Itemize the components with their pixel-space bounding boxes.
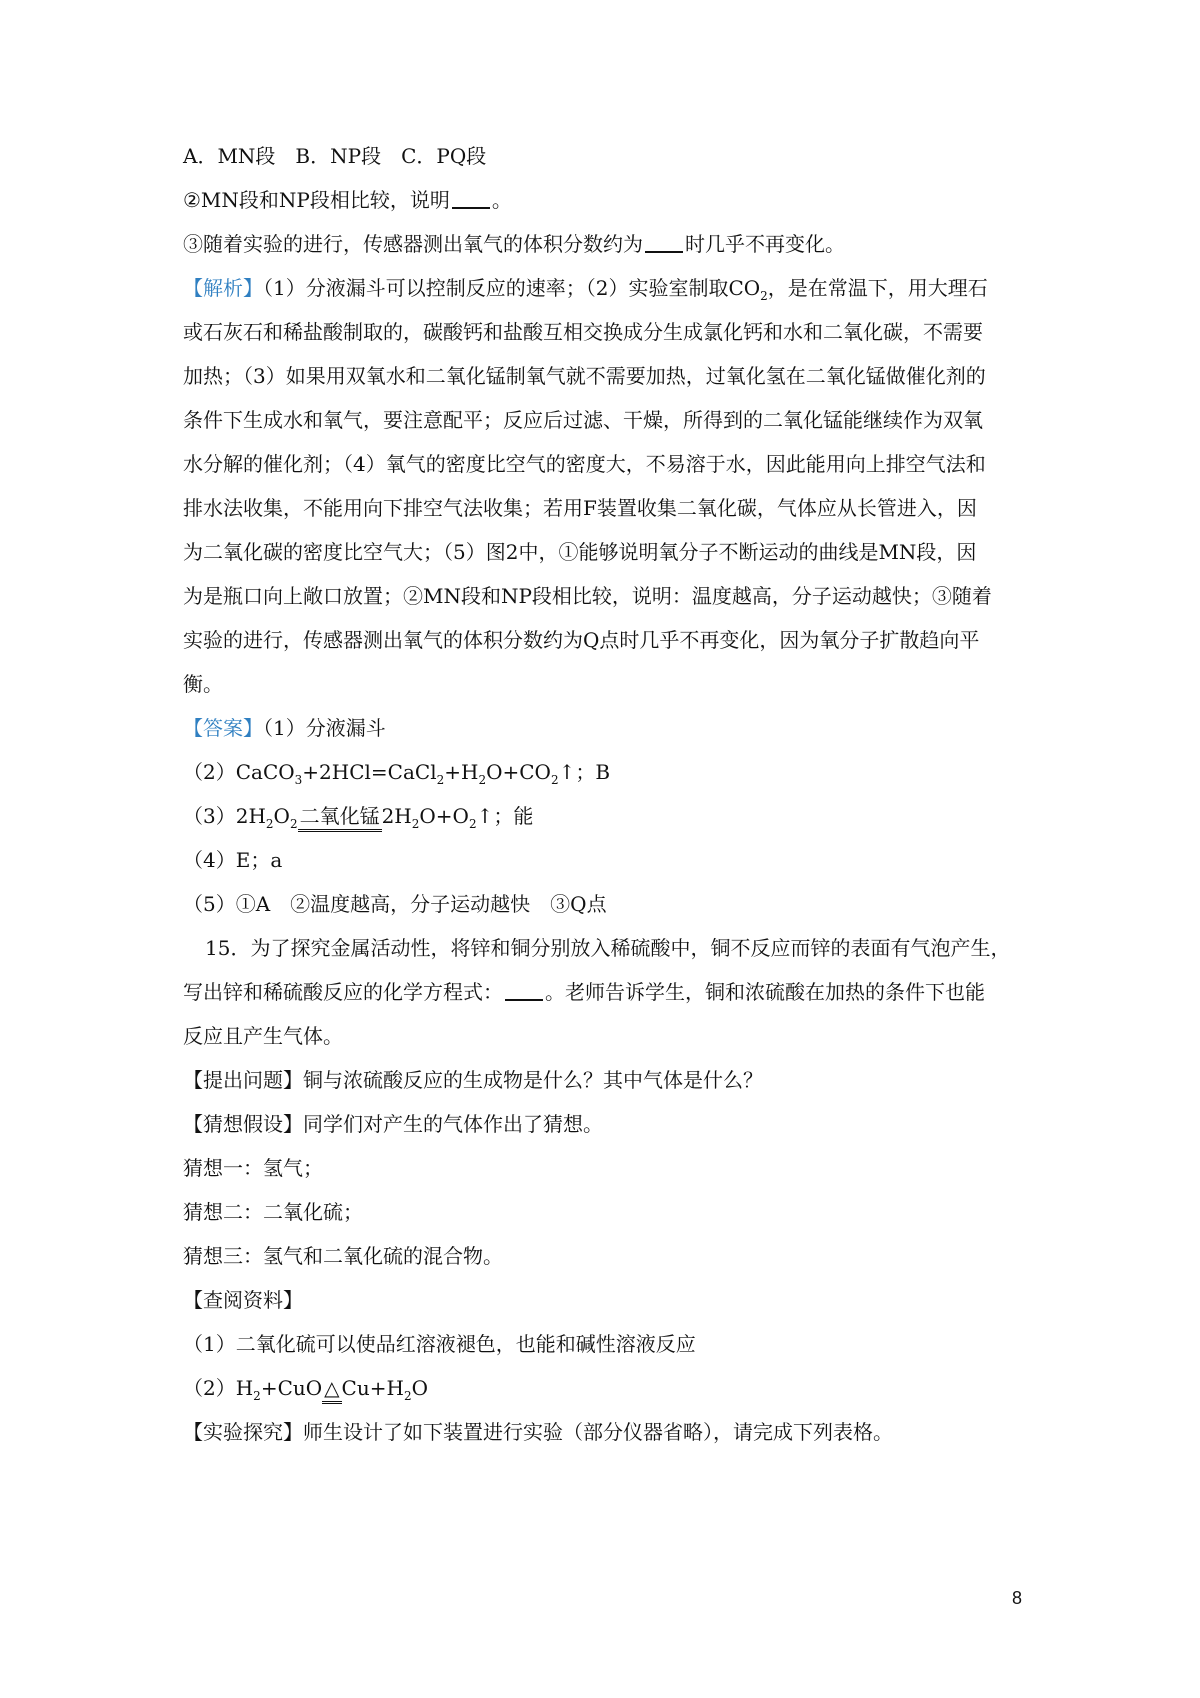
hypothesis-1: 猜想一：氢气； [183, 1156, 323, 1180]
question-3: ③随着实验的进行，传感器测出氧气的体积分数约为 时几乎不再变化。 [183, 232, 845, 256]
analysis-line-9: 实验的进行，传感器测出氧气的体积分数约为Q点时几乎不再变化，因为氧分子扩散趋向平 [183, 628, 980, 652]
analysis-line-5: 水分解的催化剂；（4）氧气的密度比空气的密度大，不易溶于水，因此能用向上排空气法和 [183, 452, 986, 476]
reference-heading: 【查阅资料】 [183, 1288, 303, 1312]
question-15-line-1: 15．为了探究金属活动性，将锌和铜分别放入稀硫酸中，铜不反应而锌的表面有气泡产生， [205, 936, 1011, 960]
raise-question: 【提出问题】铜与浓硫酸反应的生成物是什么？其中气体是什么？ [183, 1068, 763, 1092]
analysis-line-1: 【解析】（1）分液漏斗可以控制反应的速率；（2）实验室制取$CO_2$，是在常温下，用大理石 [183, 276, 988, 303]
answer-line-3: $(3)2H_2O_2$ 二氧化锰 $2H_2O+O_2↑$；能 [183, 804, 534, 831]
hypothesis-intro: 【猜想假设】同学们对产生的气体作出了猜想。 [183, 1112, 603, 1136]
heating-condition: △ [322, 1375, 341, 1404]
analysis-line-10: 衡。 [183, 672, 223, 696]
reaction-condition: 二氧化锰 [298, 803, 382, 832]
answer-blank [505, 981, 543, 1001]
analysis-line-4: 条件下生成水和氧气，要注意配平；反应后过滤、干燥，所得到的二氧化锰能继续作为双氧 [183, 408, 983, 432]
analysis-tag: 【解析】 [183, 276, 263, 300]
page-number: 8 [1012, 1588, 1023, 1608]
reference-2: $(2)H_2+CuO$ △ $Cu+H_2O$ [183, 1376, 428, 1403]
question-2: ②MN段和NP段相比较，说明 。 [183, 188, 512, 212]
analysis-line-2: 或石灰石和稀盐酸制取的，碳酸钙和盐酸互相交换成分生成氯化钙和水和二氧化碳，不需要 [183, 320, 983, 344]
answer-line-1: 【答案】（1）分液漏斗 [183, 716, 386, 740]
answer-line-2: $(2)CaCO_3+2HCl=CaCl_2+H_2O+CO_2↑$；B [183, 760, 611, 787]
answer-blank [645, 233, 683, 253]
question-15-line-2: 写出锌和稀硫酸反应的化学方程式： 。老师告诉学生，铜和浓硫酸在加热的条件下也能 [183, 980, 985, 1004]
option-line: A．MN段 B．NP段 C．PQ段 [183, 144, 487, 168]
analysis-line-3: 加热；（3）如果用双氧水和二氧化锰制氧气就不需要加热，过氧化氢在二氧化锰做催化剂的 [183, 364, 986, 388]
analysis-line-7: 为二氧化碳的密度比空气大；（5）图2中，①能够说明氧分子不断运动的曲线是MN段，因 [183, 540, 977, 564]
answer-tag: 【答案】 [183, 716, 263, 740]
answer-blank [452, 189, 490, 209]
experiment-intro: 【实验探究】师生设计了如下装置进行实验（部分仪器省略），请完成下列表格。 [183, 1420, 893, 1444]
analysis-line-8: 为是瓶口向上敞口放置；②MN段和NP段相比较，说明：温度越高，分子运动越快；③随着 [183, 584, 992, 608]
hypothesis-2: 猜想二：二氧化硫； [183, 1200, 363, 1224]
hypothesis-3: 猜想三：氢气和二氧化硫的混合物。 [183, 1244, 503, 1268]
analysis-line-6: 排水法收集，不能用向下排空气法收集；若用F装置收集二氧化碳，气体应从长管进入，因 [183, 496, 977, 520]
answer-line-4: （4）E；a [183, 848, 283, 872]
question-15-line-3: 反应且产生气体。 [183, 1024, 343, 1048]
reference-1: （1）二氧化硫可以使品红溶液褪色，也能和碱性溶液反应 [183, 1332, 696, 1356]
answer-line-5: （5）①A ②温度越高，分子运动越快 ③Q点 [183, 892, 607, 916]
